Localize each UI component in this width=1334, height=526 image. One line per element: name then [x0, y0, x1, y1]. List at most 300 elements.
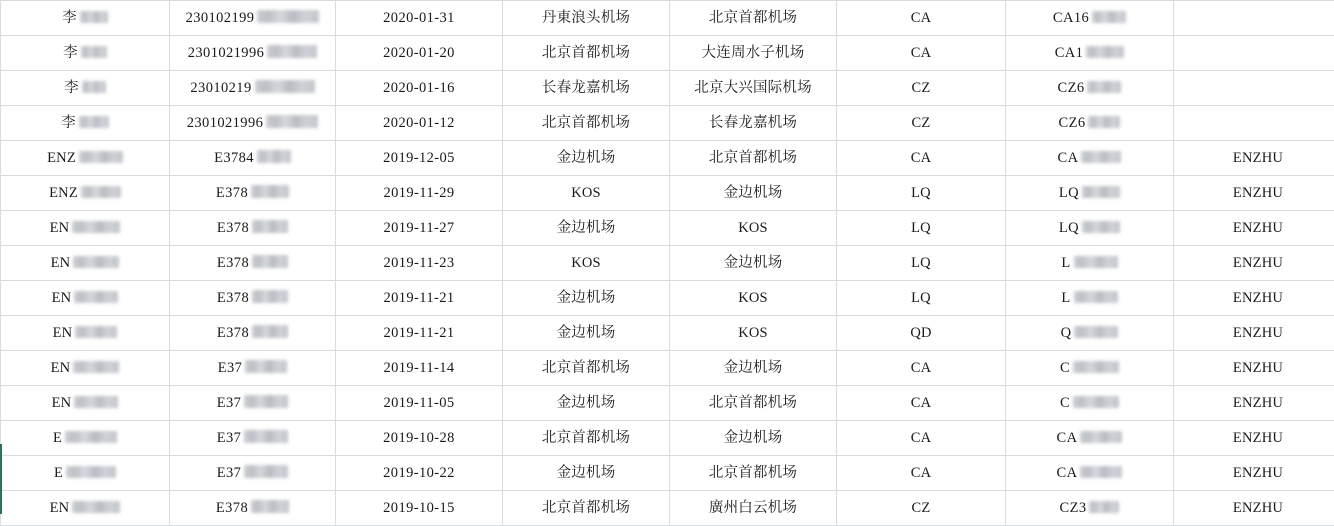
cell-content: [911, 431, 932, 446]
cell-content: [911, 396, 932, 411]
cell-text: ENZHU: [1233, 326, 1283, 341]
cell-text: E378: [216, 501, 248, 516]
cell-content: [1233, 291, 1283, 306]
cell-arrival-airport: [670, 106, 837, 141]
cell-content: [216, 186, 289, 201]
redacted-block: [1088, 116, 1120, 128]
cell-record-tag: [1174, 351, 1334, 386]
cell-text: CZ3: [1060, 501, 1087, 516]
cell-content: [1053, 11, 1126, 26]
cell-text: KOS: [571, 186, 601, 201]
cell-text: LQ: [1059, 221, 1079, 236]
redacted-block: [1074, 256, 1118, 268]
cell-flight-number: [1006, 141, 1174, 176]
cell-flight-date: [336, 281, 503, 316]
cell-text: 金边机场: [557, 151, 616, 166]
cell-content: [61, 116, 109, 131]
cell-text: CA: [911, 466, 932, 481]
cell-airline-code: [837, 281, 1006, 316]
cell-departure-airport: [503, 456, 670, 491]
cell-content: [188, 46, 318, 61]
cell-text: E37: [217, 466, 242, 481]
cell-arrival-airport: [670, 141, 837, 176]
cell-flight-date: [336, 456, 503, 491]
cell-text: 北京首都机场: [542, 431, 630, 446]
cell-flight-number: [1006, 246, 1174, 281]
cell-flight-number: [1006, 351, 1174, 386]
table-row[interactable]: [1, 106, 1334, 141]
cell-content: [190, 81, 314, 96]
cell-content: [1059, 221, 1120, 236]
cell-departure-airport: [503, 246, 670, 281]
cell-text: EN: [51, 361, 71, 376]
redacted-block: [1092, 11, 1126, 23]
cell-content: [542, 361, 630, 376]
cell-text: 2019-11-05: [383, 396, 454, 411]
cell-content: [542, 81, 630, 96]
redacted-block: [252, 220, 288, 233]
cell-content: [694, 81, 812, 96]
cell-id-number: [170, 1, 336, 36]
cell-airline-code: [837, 1, 1006, 36]
cell-arrival-airport: [670, 246, 837, 281]
redacted-block: [244, 395, 288, 408]
table-row[interactable]: [1, 386, 1334, 421]
cell-id-number: [170, 211, 336, 246]
table-row[interactable]: [1, 141, 1334, 176]
cell-airline-code: [837, 71, 1006, 106]
redacted-block: [80, 11, 108, 23]
cell-flight-date: [336, 36, 503, 71]
cell-content: [709, 151, 797, 166]
cell-content: [911, 291, 931, 306]
cell-text: 廣州白云机场: [709, 501, 797, 516]
cell-content: [724, 186, 783, 201]
cell-text: 金边机场: [724, 256, 783, 271]
cell-content: [724, 361, 783, 376]
cell-flight-date: [336, 71, 503, 106]
cell-id-number: [170, 281, 336, 316]
table-row[interactable]: [1, 1, 1334, 36]
table-row[interactable]: [1, 456, 1334, 491]
cell-text: EN: [52, 396, 72, 411]
cell-text: 2020-01-20: [383, 46, 455, 61]
cell-content: [738, 291, 768, 306]
cell-text: LQ: [911, 291, 931, 306]
cell-content: [1060, 361, 1119, 376]
cell-text: ENZHU: [1233, 501, 1283, 516]
cell-text: 李: [61, 116, 76, 131]
cell-airline-code: [837, 36, 1006, 71]
redacted-block: [1089, 501, 1119, 513]
cell-text: CA16: [1053, 11, 1089, 26]
cell-content: [217, 466, 289, 481]
cell-content: [709, 116, 797, 131]
cell-text: 丹東浪头机场: [542, 11, 630, 26]
cell-content: [54, 466, 116, 481]
cell-content: [910, 326, 931, 341]
cell-id-number: [170, 456, 336, 491]
cell-text: 2301021996: [187, 116, 264, 131]
redacted-block: [1082, 186, 1120, 198]
row-edge-marker: [0, 444, 2, 479]
cell-content: [1233, 431, 1283, 446]
cell-content: [911, 46, 932, 61]
cell-text: CA1: [1055, 46, 1084, 61]
cell-arrival-airport: [670, 1, 837, 36]
cell-text: 金边机场: [557, 291, 616, 306]
cell-record-tag: [1174, 106, 1334, 141]
cell-text: C: [1060, 396, 1070, 411]
redacted-block: [73, 256, 119, 268]
cell-text: 金边机场: [724, 186, 783, 201]
cell-flight-date: [336, 491, 503, 526]
cell-text: LQ: [911, 186, 931, 201]
cell-departure-airport: [503, 1, 670, 36]
cell-content: [709, 396, 797, 411]
cell-content: [912, 81, 931, 96]
cell-passenger-name: [1, 176, 170, 211]
cell-content: [50, 501, 121, 516]
cell-content: [557, 396, 616, 411]
cell-departure-airport: [503, 316, 670, 351]
redacted-block: [252, 255, 288, 268]
cell-departure-airport: [503, 141, 670, 176]
cell-text: E378: [217, 326, 249, 341]
cell-content: [51, 361, 120, 376]
cell-flight-number: [1006, 36, 1174, 71]
redacted-block: [255, 80, 315, 93]
cell-text: 2020-01-31: [383, 11, 455, 26]
cell-id-number: [170, 316, 336, 351]
cell-text: CA: [911, 11, 932, 26]
cell-text: LQ: [911, 221, 931, 236]
cell-text: 北京首都机场: [542, 361, 630, 376]
redacted-block: [1074, 326, 1118, 338]
cell-content: [911, 361, 932, 376]
cell-text: 李: [62, 11, 77, 26]
cell-content: [51, 256, 120, 271]
cell-content: [571, 186, 601, 201]
row-edge-marker: [0, 479, 2, 514]
cell-text: ENZHU: [1233, 431, 1283, 446]
cell-text: 2019-11-23: [383, 256, 454, 271]
cell-content: [1059, 116, 1121, 131]
cell-content: [383, 326, 454, 341]
cell-content: [557, 291, 616, 306]
cell-content: [1233, 256, 1283, 271]
cell-content: [557, 466, 616, 481]
cell-record-tag: [1174, 1, 1334, 36]
redacted-block: [1081, 151, 1121, 163]
cell-content: [1060, 501, 1120, 516]
cell-arrival-airport: [670, 281, 837, 316]
cell-airline-code: [837, 106, 1006, 141]
redacted-block: [267, 45, 317, 58]
cell-content: [217, 396, 289, 411]
cell-flight-date: [336, 211, 503, 246]
redacted-block: [244, 430, 288, 443]
redacted-block: [1082, 221, 1120, 233]
cell-content: [1233, 361, 1283, 376]
redacted-block: [1087, 81, 1121, 93]
cell-content: [1233, 466, 1283, 481]
cell-text: E37: [218, 361, 243, 376]
cell-text: 北京首都机场: [542, 501, 630, 516]
cell-record-tag: [1174, 386, 1334, 421]
cell-text: ENZ: [49, 186, 78, 201]
cell-flight-date: [336, 246, 503, 281]
cell-airline-code: [837, 176, 1006, 211]
cell-content: [52, 291, 119, 306]
redacted-block: [81, 186, 121, 198]
table-row[interactable]: [1, 281, 1334, 316]
cell-text: CZ6: [1058, 81, 1085, 96]
cell-text: 北京首都机场: [709, 396, 797, 411]
cell-content: [709, 466, 797, 481]
redacted-block: [79, 116, 109, 128]
cell-content: [1060, 396, 1119, 411]
cell-content: [738, 326, 768, 341]
cell-departure-airport: [503, 211, 670, 246]
table-row[interactable]: [1, 421, 1334, 456]
cell-id-number: [170, 246, 336, 281]
cell-content: [52, 396, 119, 411]
cell-passenger-name: [1, 351, 170, 386]
cell-arrival-airport: [670, 316, 837, 351]
cell-airline-code: [837, 386, 1006, 421]
cell-content: [542, 46, 630, 61]
cell-text: E37: [217, 396, 242, 411]
redacted-block: [257, 150, 291, 163]
cell-id-number: [170, 176, 336, 211]
cell-content: [218, 361, 288, 376]
table-row[interactable]: [1, 176, 1334, 211]
cell-content: [216, 501, 289, 516]
cell-text: CA: [911, 431, 932, 446]
cell-passenger-name: [1, 246, 170, 281]
cell-text: 李: [63, 46, 78, 61]
cell-departure-airport: [503, 351, 670, 386]
cell-text: EN: [52, 291, 72, 306]
cell-id-number: [170, 421, 336, 456]
table-row[interactable]: [1, 491, 1334, 526]
cell-text: 北京大兴国际机场: [694, 81, 812, 96]
cell-record-tag: [1174, 211, 1334, 246]
cell-id-number: [170, 71, 336, 106]
cell-text: CA: [1057, 431, 1078, 446]
cell-content: [1233, 396, 1283, 411]
cell-text: CA: [1057, 466, 1078, 481]
redacted-block: [74, 396, 118, 408]
cell-text: E3784: [214, 151, 254, 166]
cell-content: [383, 361, 454, 376]
cell-arrival-airport: [670, 456, 837, 491]
redacted-block: [66, 466, 116, 478]
cell-content: [709, 501, 797, 516]
cell-arrival-airport: [670, 386, 837, 421]
cell-text: LQ: [911, 256, 931, 271]
cell-content: [912, 501, 931, 516]
cell-content: [383, 221, 454, 236]
cell-content: [724, 256, 783, 271]
cell-text: 北京首都机场: [542, 46, 630, 61]
table-row[interactable]: [1, 211, 1334, 246]
table-row[interactable]: [1, 351, 1334, 386]
cell-content: [383, 396, 454, 411]
cell-text: ENZHU: [1233, 396, 1283, 411]
cell-passenger-name: [1, 71, 170, 106]
redacted-block: [1074, 291, 1118, 303]
redacted-block: [251, 500, 289, 513]
cell-content: [911, 256, 931, 271]
cell-content: [217, 326, 288, 341]
cell-text: 2020-01-12: [383, 116, 455, 131]
cell-content: [911, 151, 932, 166]
cell-arrival-airport: [670, 36, 837, 71]
cell-text: 金边机场: [557, 466, 616, 481]
cell-content: [1059, 186, 1120, 201]
redacted-block: [1080, 431, 1122, 443]
cell-flight-number: [1006, 491, 1174, 526]
redacted-block: [252, 325, 288, 338]
cell-text: KOS: [738, 291, 768, 306]
cell-text: CA: [911, 46, 932, 61]
redacted-block: [1080, 466, 1122, 478]
cell-text: CA: [911, 151, 932, 166]
cell-record-tag: [1174, 176, 1334, 211]
cell-text: 金边机场: [724, 431, 783, 446]
cell-text: 2019-10-15: [383, 501, 455, 516]
cell-passenger-name: [1, 211, 170, 246]
cell-text: 2020-01-16: [383, 81, 455, 96]
redacted-block: [72, 221, 120, 233]
cell-arrival-airport: [670, 421, 837, 456]
cell-arrival-airport: [670, 491, 837, 526]
cell-flight-date: [336, 176, 503, 211]
cell-passenger-name: [1, 36, 170, 71]
cell-text: CA: [911, 396, 932, 411]
cell-record-tag: [1174, 246, 1334, 281]
cell-content: [383, 116, 455, 131]
cell-flight-number: [1006, 421, 1174, 456]
cell-record-tag: [1174, 141, 1334, 176]
cell-text: 北京首都机场: [709, 151, 797, 166]
cell-content: [383, 291, 454, 306]
table-row[interactable]: [1, 316, 1334, 351]
cell-content: [383, 466, 455, 481]
cell-content: [1233, 151, 1283, 166]
redacted-block: [65, 431, 117, 443]
cell-content: [738, 221, 768, 236]
cell-text: 长春龙嘉机场: [542, 81, 630, 96]
cell-content: [62, 11, 108, 26]
cell-record-tag: [1174, 491, 1334, 526]
cell-content: [1233, 221, 1283, 236]
cell-content: [542, 116, 630, 131]
cell-content: [542, 501, 630, 516]
table-row[interactable]: [1, 71, 1334, 106]
cell-content: [1058, 151, 1122, 166]
redacted-block: [81, 46, 107, 58]
cell-text: QD: [910, 326, 931, 341]
cell-text: CZ: [912, 501, 931, 516]
cell-content: [911, 221, 931, 236]
cell-passenger-name: [1, 491, 170, 526]
cell-content: [911, 11, 932, 26]
cell-text: Q: [1061, 326, 1072, 341]
cell-content: [571, 256, 601, 271]
cell-content: [1055, 46, 1125, 61]
cell-content: [1061, 326, 1119, 341]
cell-content: [1061, 256, 1117, 271]
cell-text: 金边机场: [557, 326, 616, 341]
cell-content: [49, 186, 121, 201]
cell-content: [912, 116, 931, 131]
cell-content: [63, 46, 107, 61]
cell-departure-airport: [503, 491, 670, 526]
cell-departure-airport: [503, 281, 670, 316]
cell-airline-code: [837, 421, 1006, 456]
cell-passenger-name: [1, 281, 170, 316]
cell-content: [383, 46, 455, 61]
cell-record-tag: [1174, 71, 1334, 106]
cell-flight-date: [336, 1, 503, 36]
cell-flight-date: [336, 316, 503, 351]
cell-content: [557, 326, 616, 341]
cell-record-tag: [1174, 36, 1334, 71]
cell-text: E: [53, 431, 62, 446]
cell-content: [383, 256, 454, 271]
redacted-block: [1086, 46, 1124, 58]
cell-text: LQ: [1059, 186, 1079, 201]
cell-text: E37: [217, 431, 242, 446]
cell-content: [64, 81, 106, 96]
redacted-block: [73, 361, 119, 373]
cell-text: CZ: [912, 81, 931, 96]
cell-content: [702, 46, 805, 61]
cell-content: [383, 501, 455, 516]
redacted-block: [257, 10, 319, 23]
cell-content: [542, 431, 630, 446]
cell-text: EN: [51, 256, 71, 271]
cell-text: ENZHU: [1233, 186, 1283, 201]
table-row[interactable]: [1, 246, 1334, 281]
cell-text: EN: [50, 501, 70, 516]
redacted-block: [82, 81, 106, 93]
redacted-block: [266, 115, 318, 128]
cell-text: KOS: [738, 326, 768, 341]
cell-record-tag: [1174, 316, 1334, 351]
cell-flight-number: [1006, 211, 1174, 246]
cell-content: [1057, 466, 1123, 481]
cell-flight-date: [336, 386, 503, 421]
cell-departure-airport: [503, 36, 670, 71]
cell-content: [383, 11, 455, 26]
cell-text: E378: [217, 256, 249, 271]
cell-record-tag: [1174, 421, 1334, 456]
cell-record-tag: [1174, 281, 1334, 316]
cell-text: 2019-12-05: [383, 151, 455, 166]
cell-text: 2019-11-14: [383, 361, 454, 376]
cell-text: 23010219: [190, 81, 251, 96]
cell-flight-number: [1006, 386, 1174, 421]
cell-arrival-airport: [670, 176, 837, 211]
cell-arrival-airport: [670, 71, 837, 106]
cell-content: [217, 221, 288, 236]
cell-record-tag: [1174, 456, 1334, 491]
table-row[interactable]: [1, 36, 1334, 71]
